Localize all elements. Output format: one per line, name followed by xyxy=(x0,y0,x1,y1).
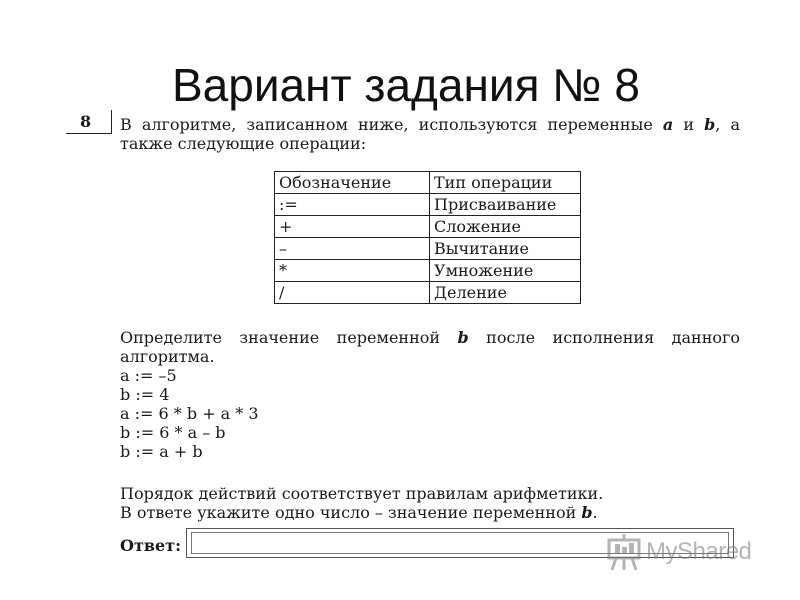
table-row xyxy=(275,194,581,216)
table-row xyxy=(275,282,581,304)
cell-operation: Сложение xyxy=(430,216,581,238)
table-row xyxy=(275,238,581,260)
intro-text-2: , а также следующие операции: xyxy=(120,115,740,153)
cell-symbol: * xyxy=(275,260,430,282)
cell-symbol: := xyxy=(275,194,430,216)
question-text-1: Определите значение переменной xyxy=(120,328,458,347)
task-number: 8 xyxy=(80,112,92,131)
instructions xyxy=(120,484,740,522)
watermark-text: MyShared xyxy=(646,538,752,565)
algorithm-line: a := –5 xyxy=(120,366,177,385)
instructions-line-2-text: В ответе укажите одно число – значение переменной xyxy=(120,503,582,522)
task-number-underline xyxy=(66,133,112,134)
cell-symbol: + xyxy=(275,216,430,238)
answer-label: Ответ: xyxy=(120,536,181,555)
instructions-period: . xyxy=(592,503,598,522)
variable-b: b xyxy=(704,115,716,134)
watermark xyxy=(606,532,751,572)
cell-operation: Вычитание xyxy=(430,238,581,260)
algorithm-line: b := 4 xyxy=(120,385,170,404)
cell-operation: Умножение xyxy=(430,260,581,282)
algorithm-line: a := 6 * b + a * 3 xyxy=(120,404,259,423)
instructions-line-1: Порядок действий соответствует правилам арифметики. xyxy=(120,484,604,503)
question-text-2: после исполнения данного алгоритма. xyxy=(120,328,740,366)
cell-symbol: / xyxy=(275,282,430,304)
intro-and: и xyxy=(673,115,705,134)
task-intro xyxy=(120,115,740,153)
operations-table xyxy=(274,171,581,304)
algorithm-listing xyxy=(120,366,259,461)
slide-title: Вариант задания № 8 xyxy=(172,59,640,111)
intro-text-1: В алгоритме, записанном ниже, используются переменные xyxy=(120,115,663,134)
algorithm-line: b := a + b xyxy=(120,442,203,461)
question-text xyxy=(120,328,740,366)
cell-operation: Присваивание xyxy=(430,194,581,216)
variable-a: a xyxy=(662,115,674,134)
instructions-variable-b: b xyxy=(581,503,593,522)
header-operation-type: Тип операции xyxy=(430,172,581,194)
presentation-board-icon xyxy=(606,532,642,572)
header-notation: Обозначение xyxy=(275,172,430,194)
table-row xyxy=(275,216,581,238)
instructions-line-2 xyxy=(120,503,740,522)
table-header-row xyxy=(275,172,581,194)
task-number-divider xyxy=(111,110,112,134)
cell-symbol: – xyxy=(275,238,430,260)
table-row xyxy=(275,260,581,282)
cell-operation: Деление xyxy=(430,282,581,304)
question-variable-b: b xyxy=(457,328,469,347)
algorithm-line: b := 6 * a – b xyxy=(120,423,226,442)
